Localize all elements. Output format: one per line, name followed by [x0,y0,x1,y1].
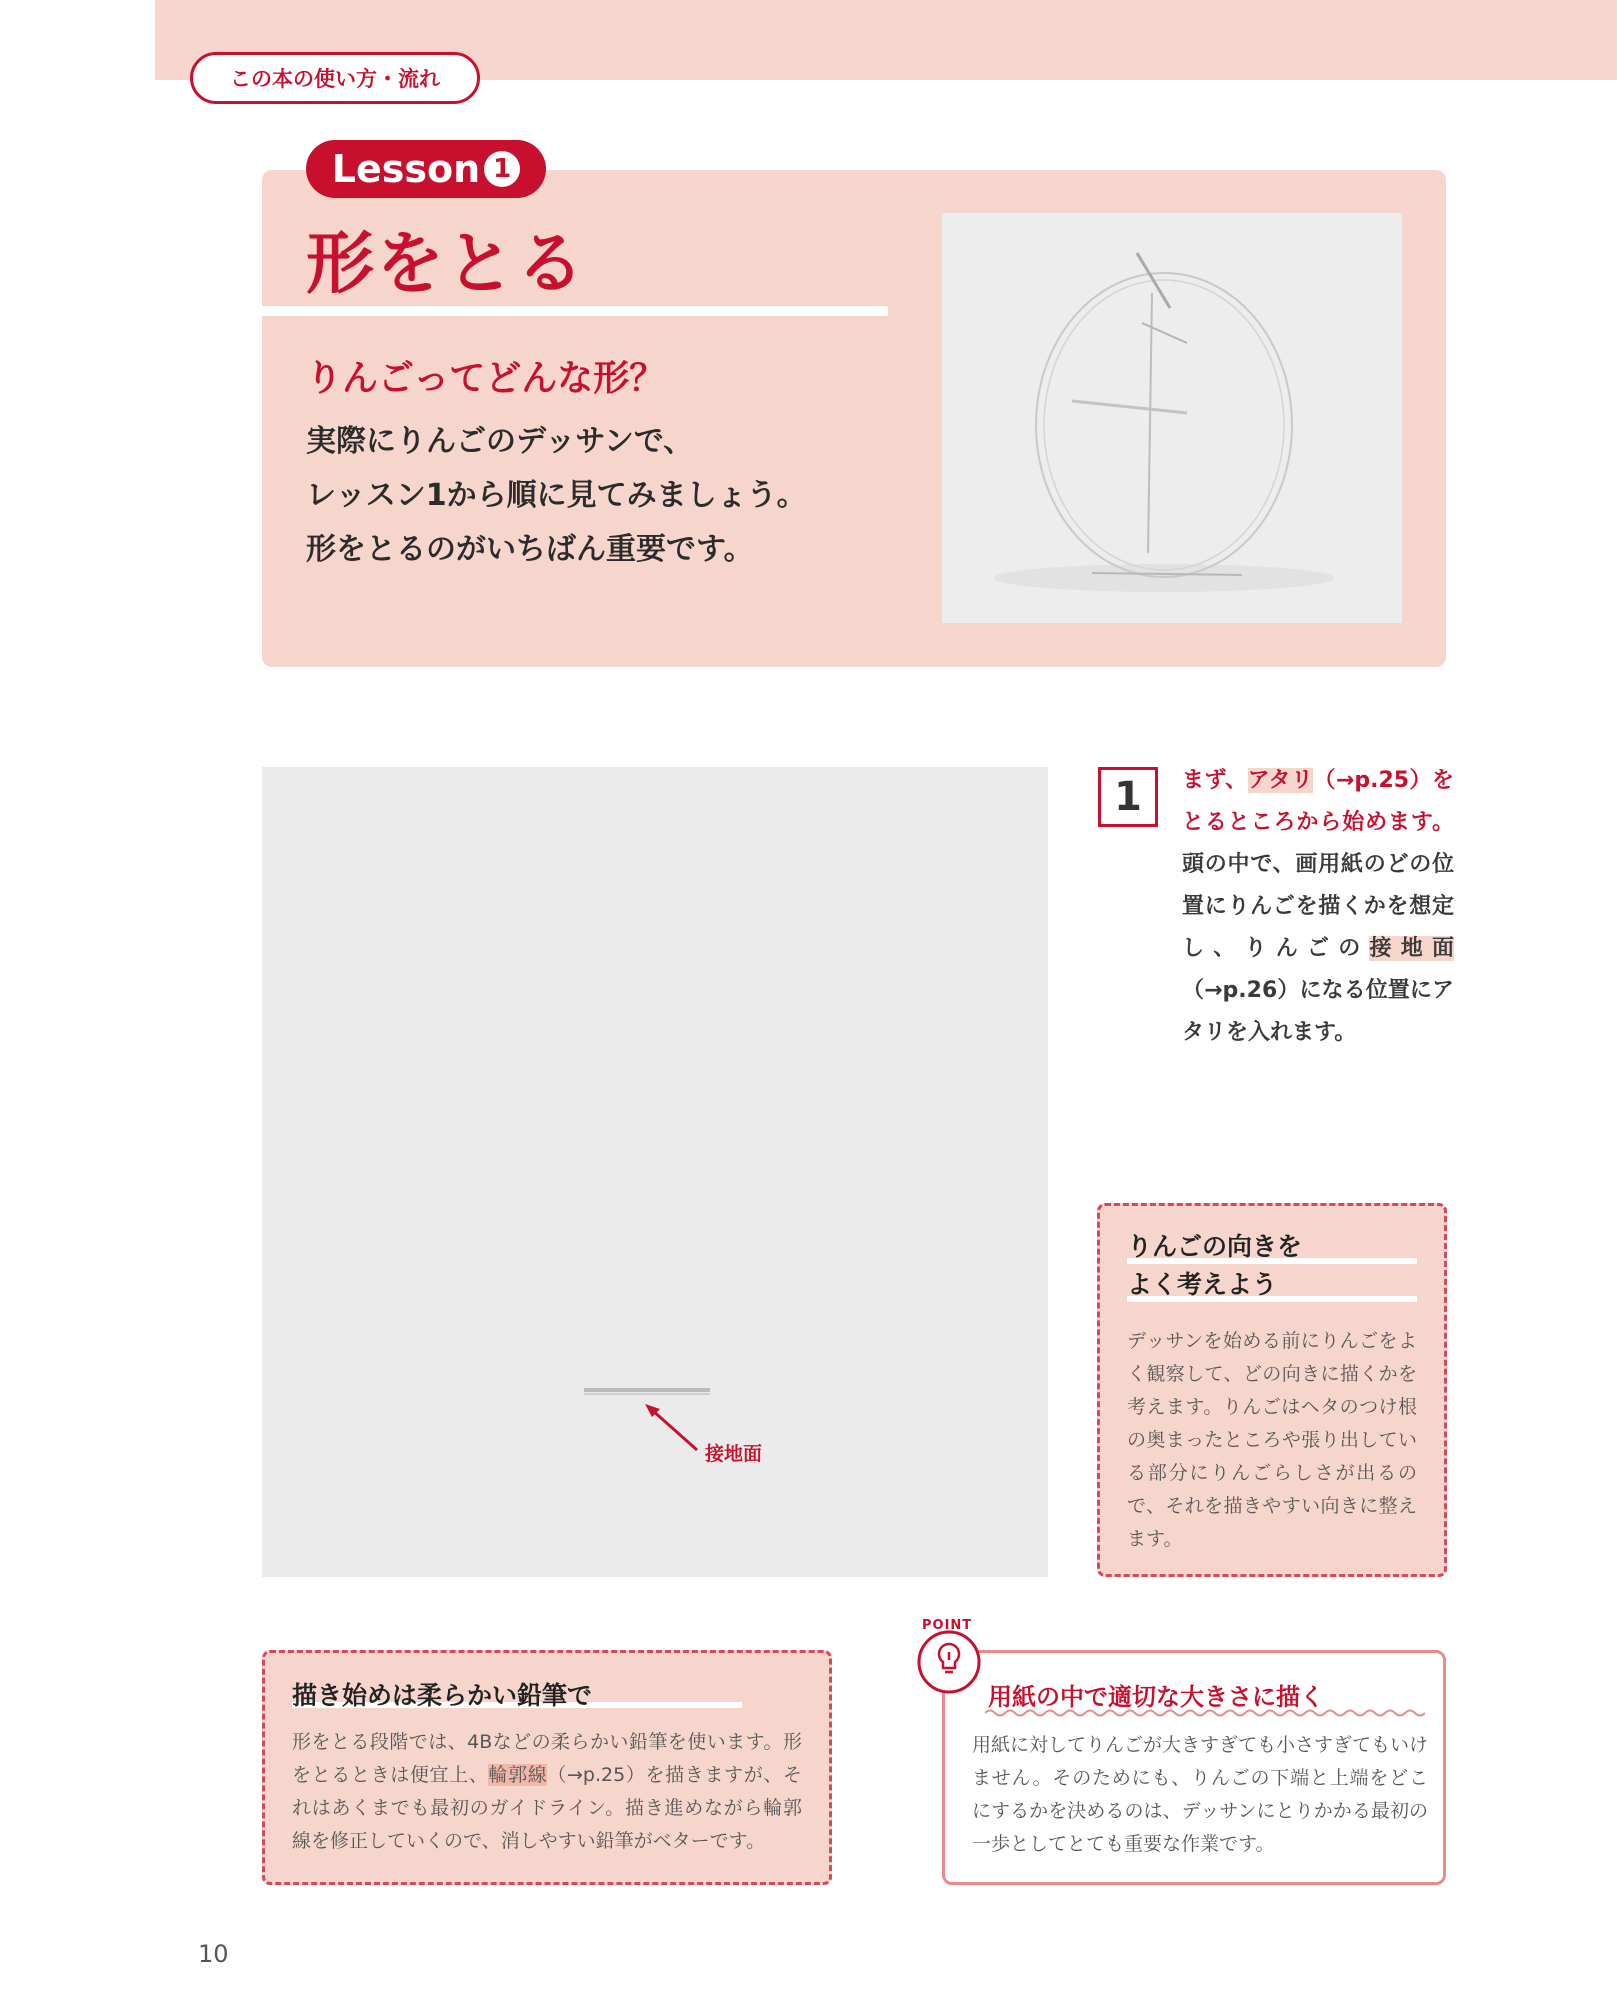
tip-title [1127,1228,1417,1304]
point-badge-label: POINT [922,1618,973,1633]
point-body: 用紙に対してりんごが大きすぎても小さすぎてもいけません。そのためにも、りんごの下端と上端をどこにするかを決めるのは、デッサンにとりかかる最初の一歩としてとても重要な作業です。 [972,1734,1429,1855]
wavy-underline [985,1708,1425,1718]
apple-sketch-image [942,213,1402,623]
point-title: 用紙の中で適切な大きさに描く [988,1683,1324,1711]
lightbulb-icon [912,1622,986,1696]
lesson-number: 1 [484,151,520,187]
step-text-red: をとるところから始めます。 [1182,768,1455,835]
ground-mark-illustration [262,767,1048,1577]
tip-title-line: よく考えよう [1127,1270,1278,1299]
step-1-text [1182,760,1454,1054]
apple-sketch-illustration [942,213,1402,623]
section-tab: この本の使い方・流れ [190,52,480,104]
lesson-question: りんごってどんな形？ [306,358,666,399]
lesson-intro-line: レッスン1から順に見てみましょう。 [306,478,807,513]
tip-body-text: 形をとる段階では、4Bなどの柔らかい鉛筆を使います。形をとるときは便宜上、 [292,1731,802,1786]
tip-body [292,1726,802,1858]
step-text-red: まず、 [1182,768,1248,793]
lesson-label: Lesson [331,147,481,191]
tip-body: デッサンを始める前にりんごをよく観察して、どの向きに描くかを考えます。りんごはヘタのつけ根の奥まったところや張り出している部分にりんごらしさが出るので、それを描きやすい向きに整えます。 [1127,1330,1417,1550]
lesson-title: 形をとる [306,225,587,304]
step-1-photo [262,767,1048,1577]
tip-title: 描き始めは柔らかい鉛筆で [292,1681,593,1710]
step-text: になる位置にアタリを入れます。 [1182,978,1454,1045]
tip-body-text: （→p.25）を描きますが、それはあくまでも最初のガイドライン。描き進めながら輪郭線を修正していくので、消しやすい鉛筆がベターです。 [292,1764,802,1852]
step-number-badge: 1 [1098,767,1158,827]
title-divider [262,306,888,316]
lesson-intro-line: 形をとるのがいちばん重要です。 [306,532,754,567]
step-text: 頭の中で、画用紙のどの位置にりんごを描くかを想定し、りんごの [1182,852,1454,961]
page-number: 10 [198,1940,229,1968]
term-contact-surface: 接地面 [1369,936,1454,961]
page-ref: （→p.25） [1313,768,1432,793]
term-atari: アタリ [1247,768,1314,793]
ground-contact-label: 接地面 [705,1443,763,1465]
term-outline: 輪郭線 [488,1764,548,1786]
lesson-badge [306,140,546,198]
lesson-intro-line: 実際にりんごのデッサンで、 [306,424,694,459]
tip-title-line: りんごの向きを [1127,1232,1303,1261]
lesson-intro [306,415,866,577]
page-ref: （→p.26） [1182,978,1300,1003]
